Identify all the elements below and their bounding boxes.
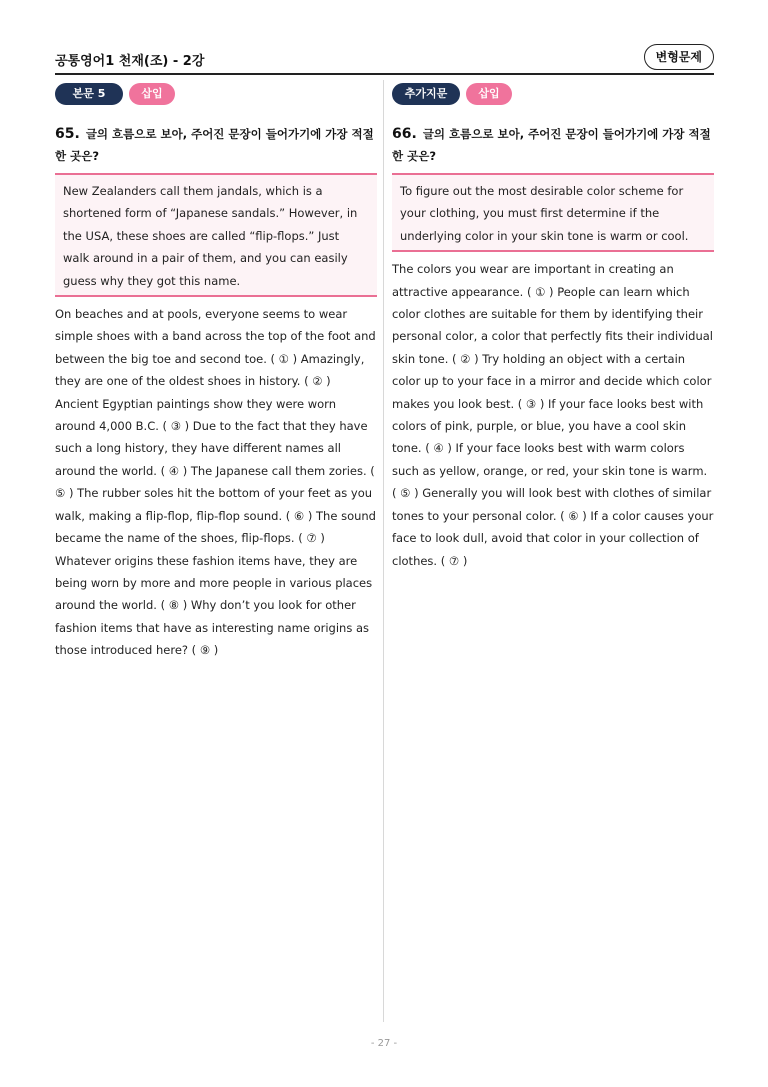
variant-badge: 변형문제 — [644, 44, 714, 70]
question-tags — [55, 83, 377, 105]
question-prompt — [392, 123, 714, 167]
passage-text: On beaches and at pools, everyone seems to wear simple shoes with a band across the top of the foot and between the big toe and second toe. ( ① ) Amazingly, they are one of the oldest shoes in history. ( ② ) Ancient Egyptian paintings show they were worn around 4,000 B.C. ( ③ ) Due to the fact that they have such a long history, they have different names all around the world. ( ④ ) The Japanese call them zories. ( ⑤ ) The rubber soles hit the bottom of your feet as you walk, making a flip-flop, flip-flop sound. ( ⑥ ) The sound became the name of the shoes, flip-flops. ( ⑦ ) Whatever origins these fashion items have, they are being worn by more and more people in various places around the world. ( ⑧ ) Why don’t you look for other fashion items that have as interesting name origins as those introduced here? ( ⑨ ) — [55, 307, 376, 658]
header-rule — [55, 73, 714, 75]
type-tag: 삽입 — [129, 83, 175, 105]
given-sentence-box: New Zealanders call them jandals, which is a shortened form of “Japanese sandals.” However, in the USA, these shoes are called “flip-flops.” Just walk around in a pair of them, and you can easily guess why they got this name. — [55, 173, 377, 297]
type-tag: 삽입 — [466, 83, 512, 105]
question-text: 글의 흐름으로 보아, 주어진 문장이 들어가기에 가장 적절한 곳은? — [392, 127, 711, 163]
page-number: - 27 - — [370, 1038, 398, 1049]
page-title: 공통영어1 천재(조) - 2강 — [55, 54, 205, 69]
source-tag: 본문 5 — [55, 83, 123, 105]
question-number: 65. — [55, 126, 80, 142]
passage-text: The colors you wear are important in creating an attractive appearance. ( ① ) People can learn which color clothes are suitable for them by identifying their personal color, a color that perfectly fits their individual skin tone. ( ② ) Try holding an object with a certain color up to your face in a mirror and decide which color makes you look best. ( ③ ) If your face looks best with colors of pink, purple, or blue, you have a cool skin tone. ( ④ ) If your face looks best with warm colors such as yellow, orange, or red, your skin tone is warm. ( ⑤ ) Generally you will look best with clothes of similar tones to your personal color. ( ⑥ ) If a color causes your face to look dull, avoid that color in your collection of clothes. ( ⑦ ) — [392, 262, 714, 568]
question-number: 66. — [392, 126, 417, 142]
source-tag: 추가지문 — [392, 83, 460, 105]
left-column — [55, 83, 377, 662]
given-sentence-box: To figure out the most desirable color scheme for your clothing, you must first determine if the underlying color in your skin tone is warm or cool. — [392, 173, 714, 252]
question-prompt — [55, 123, 377, 167]
question-text: 글의 흐름으로 보아, 주어진 문장이 들어가기에 가장 적절한 곳은? — [55, 127, 374, 163]
page-header — [55, 42, 714, 74]
column-divider — [383, 80, 384, 1022]
question-tags — [392, 83, 714, 105]
right-column — [392, 83, 714, 572]
